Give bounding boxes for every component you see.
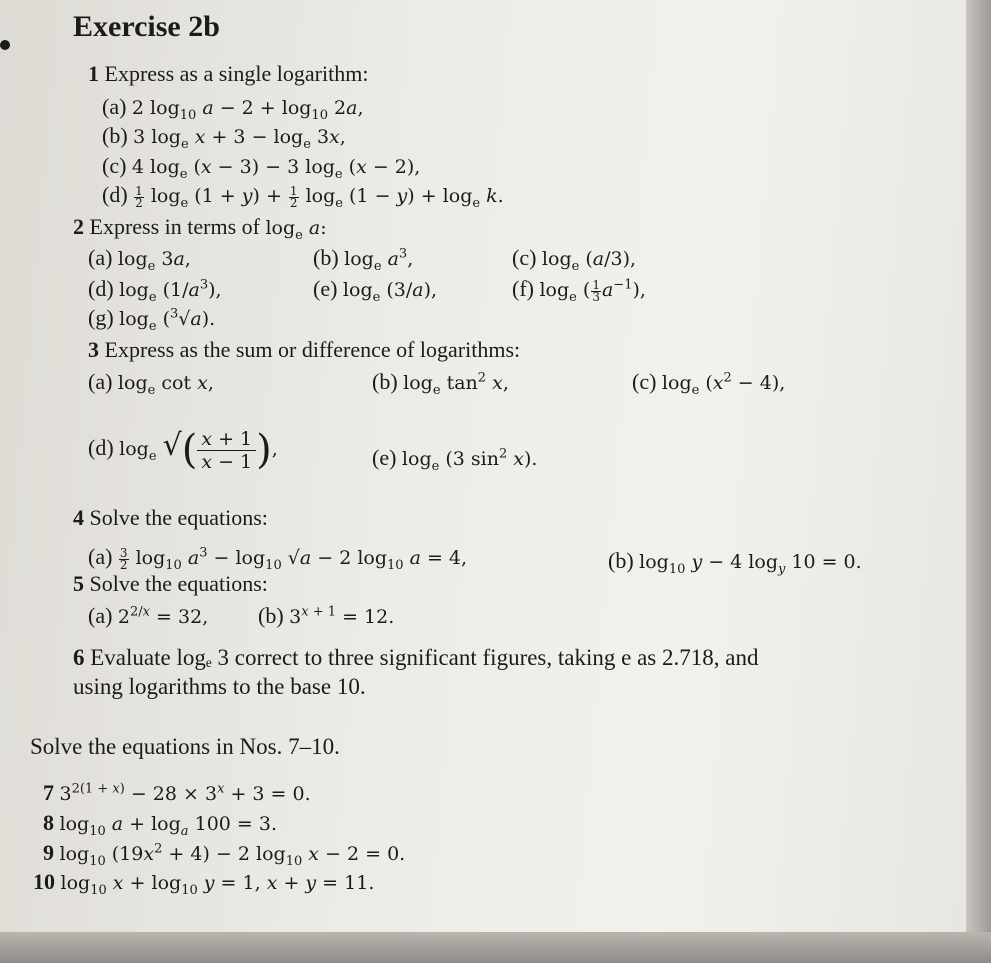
q2f: (f) $\log_e$ ( $\frac{1}{3}$ $a^{-1}$), — [512, 276, 646, 305]
q4-heading: 4 Solve the equations: — [73, 505, 268, 530]
instruction-text: Solve the equations in Nos. 7–10. — [30, 734, 340, 759]
q2g: (g) $\log_e (^3√a)$. — [88, 305, 216, 334]
q10: 10 $\log_{10} x + \log_{10} y = 1$, x + y = 11. — [33, 869, 375, 898]
q5a: (a) $2^{2/x} = 32$, — [88, 603, 209, 628]
q1c: (c) 4 $\log_e (x - 3) - 3$ $\log_e (x - 2)$, — [102, 153, 421, 182]
q1b: (b) 3 $\log_e x + 3 - \log_e 3x$, — [102, 123, 346, 152]
q2c: (c) $\log_e (a/3)$, — [512, 245, 637, 274]
q2-heading: 2 Express in terms of $\log_e a$: — [73, 214, 327, 243]
q5-heading: 5 Solve the equations: — [73, 571, 268, 596]
page-edge-shadow — [966, 0, 991, 963]
q6-line2: using logarithms to the base 10. — [73, 674, 366, 699]
q3a: (a) $\log_e \cot x$, — [88, 369, 214, 398]
q4a: (a) $\frac{3}{2}$ $\log_{10} a^3 - \log_{10} √a - 2$ $\log_{10} a = 4$, — [88, 544, 468, 573]
q4b: (b) $\log_{10} y - 4$ $\log_y 10 = 0$. — [608, 548, 862, 577]
q8: 8 $\log_{10} a + \log_a 100 = 3$. — [43, 810, 277, 839]
q1-heading: 1 Express as a single logarithm: — [88, 61, 369, 86]
q3e: (e) $\log_e (3$ $\sin^2 x$). — [372, 445, 538, 474]
q1d: (d) $\frac{1}{2}$ $\log_e (1 + y)$ + $\frac{1}{2}$ $\log_e (1 - y) + \log_e k$. — [102, 182, 504, 211]
q9: 9 $\log_{10} (19x^2 + 4) - 2$ $\log_{10} x - 2 = 0$. — [43, 840, 406, 869]
q3d: (d) $\log_e$ √( $\frac{x + 1}{x - 1}$ ), — [88, 427, 278, 473]
q2e: (e) $\log_e (3/a)$, — [313, 276, 438, 305]
q1a: (a) 2 $\log_{10} a - 2 + \log_{10} 2a$, — [102, 94, 364, 123]
q2b: (b) $\log_e a^3$, — [313, 245, 414, 274]
q7: 7 $3^{2(1 + x)} - 28 \times 3^x + 3 = 0$. — [43, 780, 311, 805]
q3b: (b) $\log_e \tan^2 x$, — [372, 369, 509, 398]
page-bottom-shadow — [0, 932, 991, 963]
q3-heading: 3 Express as the sum or difference of logarithms: — [88, 337, 521, 362]
q2a: (a) $\log_e 3a$, — [88, 245, 191, 274]
bullet-dot — [0, 40, 10, 50]
q5b: (b) $3^{x + 1} = 12$. — [258, 603, 395, 628]
q6-line1: 6 Evaluate logₑ 3 correct to three significant figures, taking e as 2.718, and — [73, 645, 759, 670]
exercise-title: Exercise 2b — [73, 10, 220, 43]
q3c: (c) $\log_e (x^2 - 4)$, — [632, 369, 786, 398]
q2d: (d) $\log_e (1/a^3)$, — [88, 276, 222, 305]
